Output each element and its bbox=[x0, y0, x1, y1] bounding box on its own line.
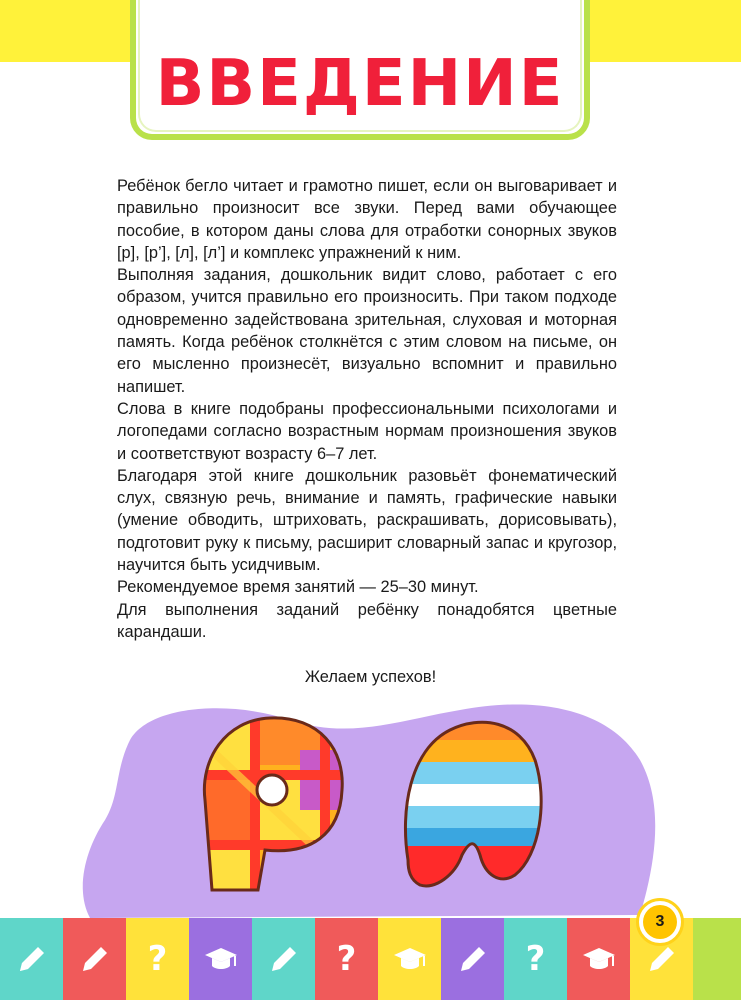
footer-strip bbox=[0, 918, 741, 1000]
page-number: 3 bbox=[643, 905, 677, 939]
footer-tile bbox=[315, 918, 378, 1000]
paragraph: Ребёнок бегло читает и грамотно пишет, если он выговаривает и правильно произносит все звуки. Перед вами обучающее пособие, в котором даны слова для отработки сонорных звуков [р], [р’], [л], [л’] и комплекс упражнений к ним. bbox=[117, 177, 617, 262]
footer-tile bbox=[504, 918, 567, 1000]
question-icon: ? bbox=[525, 939, 546, 979]
graduation-cap-icon bbox=[390, 939, 430, 979]
pencil-icon bbox=[453, 939, 493, 979]
paragraph: Для выполнения заданий ребёнку понадобятся цветные карандаши. bbox=[117, 600, 617, 641]
closing-wish: Желаем успехов! bbox=[304, 668, 437, 686]
paragraph: Слова в книге подобраны профессиональными психологами и логопедами согласно возрастным нормам произношения звуков и соответствуют возрасту 6–7 лет. bbox=[117, 399, 617, 463]
paragraph: Рекомендуемое время занятий — 25–30 минут. bbox=[117, 578, 479, 597]
footer-tile bbox=[693, 918, 741, 1000]
pencil-icon bbox=[75, 939, 115, 979]
paragraph: Благодаря этой книге дошкольник разовьёт фонематический слух, связную речь, внимание и память, графические навыки (умение обводить, штриховать, раскрашивать, дорисовывать), подготовит руку к письму, расширит словарный запас и кругозор, научится быть усидчивым. bbox=[117, 466, 617, 575]
graduation-cap-icon bbox=[579, 939, 619, 979]
graduation-cap-icon bbox=[201, 939, 241, 979]
body-text bbox=[117, 175, 617, 643]
footer-tile bbox=[441, 918, 504, 1000]
footer-tile bbox=[567, 918, 630, 1000]
footer-tile bbox=[252, 918, 315, 1000]
paragraph: Выполняя задания, дошкольник видит слово, работает с его образом, учится правильно его произносить. При таком подходе одновременно задействована зрительная, слуховая и моторная память. Когда ребёнок столкнётся с этим словом на письме, он его мысленно произнесёт, визуально вспомнит и правильно напишет. bbox=[117, 266, 617, 396]
footer-tile bbox=[63, 918, 126, 1000]
letters-illustration bbox=[0, 690, 741, 930]
page-title: ВВЕДЕНИЕ bbox=[155, 47, 565, 121]
question-icon: ? bbox=[336, 939, 357, 979]
purple-blob bbox=[83, 704, 655, 918]
top-band-right bbox=[581, 0, 741, 62]
footer-tile bbox=[126, 918, 189, 1000]
footer-tile bbox=[0, 918, 63, 1000]
question-icon: ? bbox=[147, 939, 168, 979]
pencil-icon bbox=[264, 939, 304, 979]
top-band-left bbox=[0, 0, 140, 62]
footer-tile bbox=[189, 918, 252, 1000]
footer-tile bbox=[378, 918, 441, 1000]
page-number-badge bbox=[636, 898, 684, 946]
pencil-icon bbox=[12, 939, 52, 979]
